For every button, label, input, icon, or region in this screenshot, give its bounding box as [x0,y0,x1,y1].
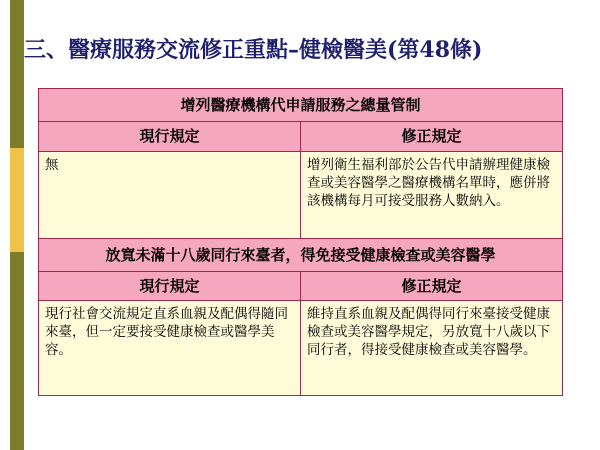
page-title: 三、醫療服務交流修正重點–健檢醫美(第48條) [24,37,483,63]
table2-cell-revised: 維持直系血親及配偶得同行來臺接受健康檢查或美容醫學規定，另放寬十八歲以下同行者，得接受健康檢查或美容醫學。 [301,301,563,396]
table-row [39,301,563,396]
table2-header-current: 現行規定 [39,271,301,300]
table1-cell-revised: 增列衛生福利部於公告代申請辦理健康檢查或美容醫學之醫療機構名單時，應併將該機構每月可接受服務人數納入。 [301,151,563,238]
content-tables [38,88,563,396]
table2-caption: 放寬未滿十八歲同行來臺者，得免接受健康檢查或美容醫學 [39,238,563,271]
table1-header-revised: 修正規定 [301,122,563,151]
left-accent-bar [10,148,24,252]
table-row [39,122,563,151]
table-row [39,238,563,271]
table2-cell-current: 現行社會交流規定直系血親及配偶得隨同來臺，但一定要接受健康檢查或醫學美容。 [39,301,301,396]
table-row [39,271,563,300]
table-row [39,89,563,122]
table-row [39,151,563,238]
table1-header-current: 現行規定 [39,122,301,151]
table1-caption: 增列醫療機構代申請服務之總量管制 [39,89,563,122]
table1-cell-current: 無 [39,151,301,238]
table2-header-revised: 修正規定 [301,271,563,300]
left-bar-separator [24,0,28,450]
